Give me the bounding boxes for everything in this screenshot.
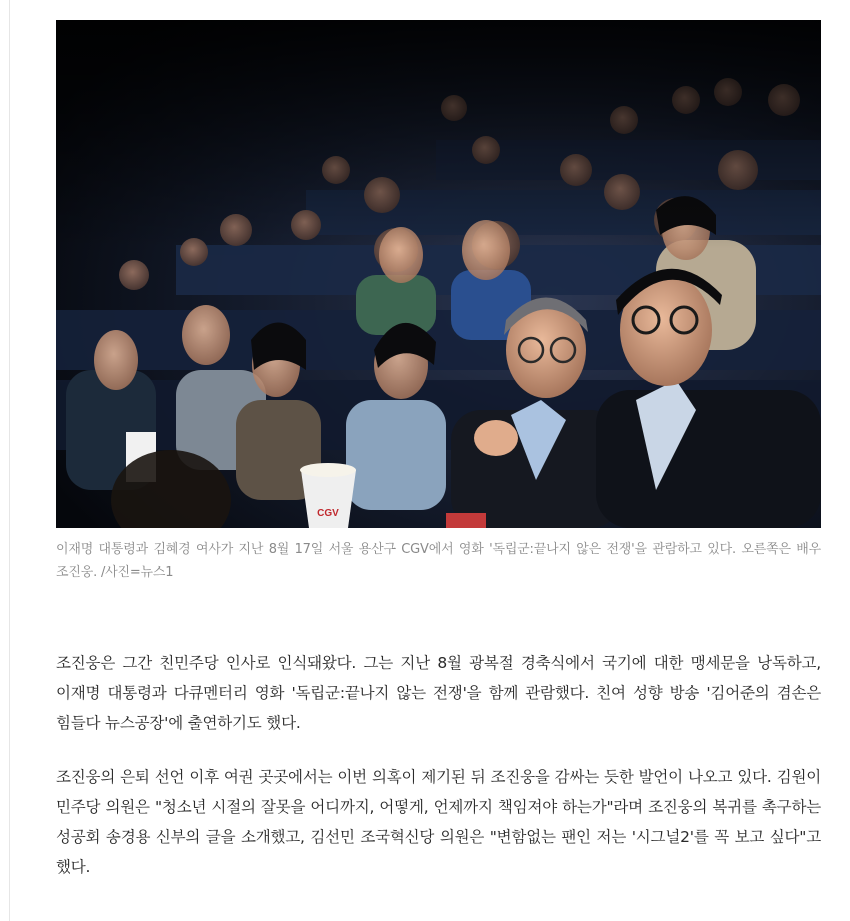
article-photo <box>56 20 821 528</box>
photo-caption: 이재명 대통령과 김혜경 여사가 지난 8월 17일 서울 용산구 CGV에서 영화 '독립군:끝나지 않은 전쟁'을 관람하고 있다. 오른쪽은 배우 조진웅. /사진=뉴스1 <box>56 542 821 580</box>
paragraph: 조진웅의 은퇴 선언 이후 여권 곳곳에서는 이번 의혹이 제기된 뒤 조진웅을 감싸는 듯한 발언이 나오고 있다. 김원이 민주당 의원은 "청소년 시절의 잘못을 어디까지, 어떻게, 언제까지 책임져야 하는가"라며 조진웅의 복귀를 촉구하는 성공회 송경용 신부의 글을 소개했고, 김선민 조국혁신당 의원은 "변함없는 팬인 저는 '시그널2'를 꼭 보고 싶다"고 했다. <box>56 768 821 876</box>
left-border-line <box>9 0 10 921</box>
article <box>56 20 821 906</box>
article-body <box>56 648 821 882</box>
theater-audience-photo <box>56 20 821 528</box>
paragraph: 조진웅은 그간 친민주당 인사로 인식돼왔다. 그는 지난 8월 광복절 경축식에서 국기에 대한 맹세문을 낭독하고, 이재명 대통령과 다큐멘터리 영화 '독립군:끝나지 않는 전쟁'을 함께 관람했다. 친여 성향 방송 '김어준의 겸손은 힘들다 뉴스공장'에 출연하기도 했다. <box>56 654 821 732</box>
